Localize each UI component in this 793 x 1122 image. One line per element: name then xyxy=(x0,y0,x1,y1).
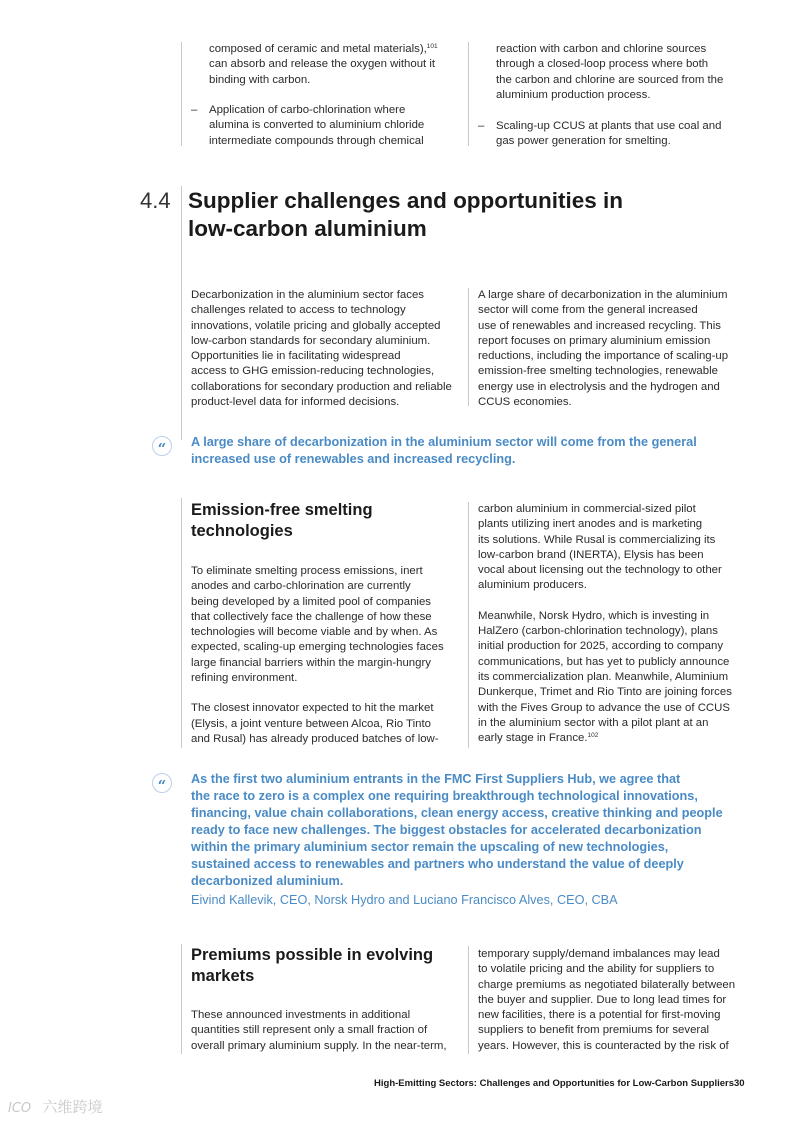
smelting-left: To eliminate smelting process emissions, inert anodes and carbo-chlorination are currently being developed by a limited pool of companies that collectively face the challenge of how these technologies will become viable and by when. As expected, scaling-up emerging technologies faces large financial barriers within the margin-hungry refining environment. The closest innovator expected to hit the market (Elysis, a joint venture between Alcoa, Rio Tinto and Rusal) has already produced batches of low- xyxy=(191,565,444,745)
premiums-mid-rule xyxy=(468,946,469,1054)
top-left-list-item: – Application of carbo-chlorination where alumina is converted to aluminium chloride intermediate compounds through chemical xyxy=(191,104,425,147)
smelting-mid-rule xyxy=(468,502,469,748)
quote-icon: “ xyxy=(152,436,172,456)
top-right-paragraph: reaction with carbon and chlorine sources through a closed-loop process where both the carbon and chlorine are sourced from the aluminium production process. xyxy=(496,43,724,101)
quote-attribution: Eivind Kallevik, CEO, Norsk Hydro and Luciano Francisco Alves, CEO, CBA xyxy=(191,893,618,907)
section-title: Supplier challenges and opportunities in low-carbon aluminium xyxy=(188,188,624,241)
watermark xyxy=(8,1096,102,1117)
pull-quote-1: A large share of decarbonization in the aluminium sector will come from the general increased use of renewables and increased recycling. xyxy=(191,435,697,466)
top-left-column xyxy=(209,42,459,88)
smelting-heading: Emission-free smelting technologies xyxy=(191,501,373,540)
intro-mid-rule xyxy=(468,288,469,406)
footnote-101[interactable]: 101 xyxy=(426,43,438,50)
watermark-logo-icon xyxy=(8,1098,38,1116)
smelting-left-rule xyxy=(181,498,182,748)
top-right-column xyxy=(496,42,756,103)
top-left-paragraph: composed of ceramic and metal materials),$^{101}$ can absorb and release the oxygen without it binding with carbon. xyxy=(209,43,438,86)
intro-left: Decarbonization in the aluminium sector faces challenges related to access to technology innovations, volatile pricing and globally accepted low-carbon standards for secondary aluminium. Opportunities lie in facilitating widespread access to GHG emission-reducing technologies, collaborations for secondary production and reliable product-level data for informed decisions. xyxy=(191,289,452,409)
page-number: 30 xyxy=(734,1078,745,1089)
premiums-left-rule xyxy=(181,944,182,1054)
premiums-left: These announced investments in additional quantities still represent only a small fraction of overall primary aluminium supply. In the near-term, xyxy=(191,1009,447,1052)
footnote-102[interactable]: 102 xyxy=(587,732,599,740)
premiums-heading: Premiums possible in evolving markets xyxy=(191,946,434,985)
premiums-right: temporary supply/demand imbalances may lead to volatile pricing and the ability for suppliers to charge premiums as negotiated bilaterally between the buyer and supplier. Due to long lead times for new facilities, there is a potential for first-moving suppliers to benefit from premiums for several years. However, this is counteracted by the risk of xyxy=(478,948,736,1052)
top-right-list-item: – Scaling-up CCUS at plants that use coal and gas power generation for smelting. xyxy=(478,120,722,148)
section-rule xyxy=(181,186,182,440)
svg-text:ICO: ICO xyxy=(8,1100,32,1116)
quote-icon: “ xyxy=(152,773,172,793)
intro-right: A large share of decarbonization in the aluminium sector will come from the general increased use of renewables and increased recycling. This report focuses on primary aluminium emission reductions, including the importance of scaling-up emission-free smelting technologies, renewable energy use in electrolysis and the hydrogen and CCUS economies. xyxy=(478,289,729,409)
smelting-right: carbon aluminium in commercial-sized pilot plants utilizing inert anodes and is marketing its solutions. While Rusal is commercializing its low-carbon brand (INERTA), Elysis has been vocal about licensing out the technology to other aluminium producers. Meanwhile, Norsk Hydro, which is investing in HalZero (carbon-chlorination technology), plans initial production for 2025, according to company communications, but has yet to publicly announce its commercialization plan. Meanwhile, Aluminium Dunkerque, Trimet and Rio Tinto are joining forces with the Fives Group to advance the use of CCUS in the aluminium sector with a pilot plant at an early stage in France.$^{102}$ xyxy=(478,503,732,745)
section-number: 4.4 xyxy=(140,188,171,213)
pull-quote-2: As the first two aluminium entrants in the FMC First Suppliers Hub, we agree that the race to zero is a complex one requiring breakthrough technological innovations, financing, value chain collaborations, clean energy access, creative thinking and people ready to face new challenges. The biggest obstacles for accelerated decarbonization within the primary aluminium sector remain the upscaling of new technologies, sustained access to renewables and partners who understand the value of deeply decarbonized aluminium. xyxy=(191,772,723,888)
footer-title: High-Emitting Sectors: Challenges and Opportunities for Low-Carbon Suppliers xyxy=(374,1078,734,1089)
watermark-text: 六维跨境 xyxy=(42,1098,103,1116)
